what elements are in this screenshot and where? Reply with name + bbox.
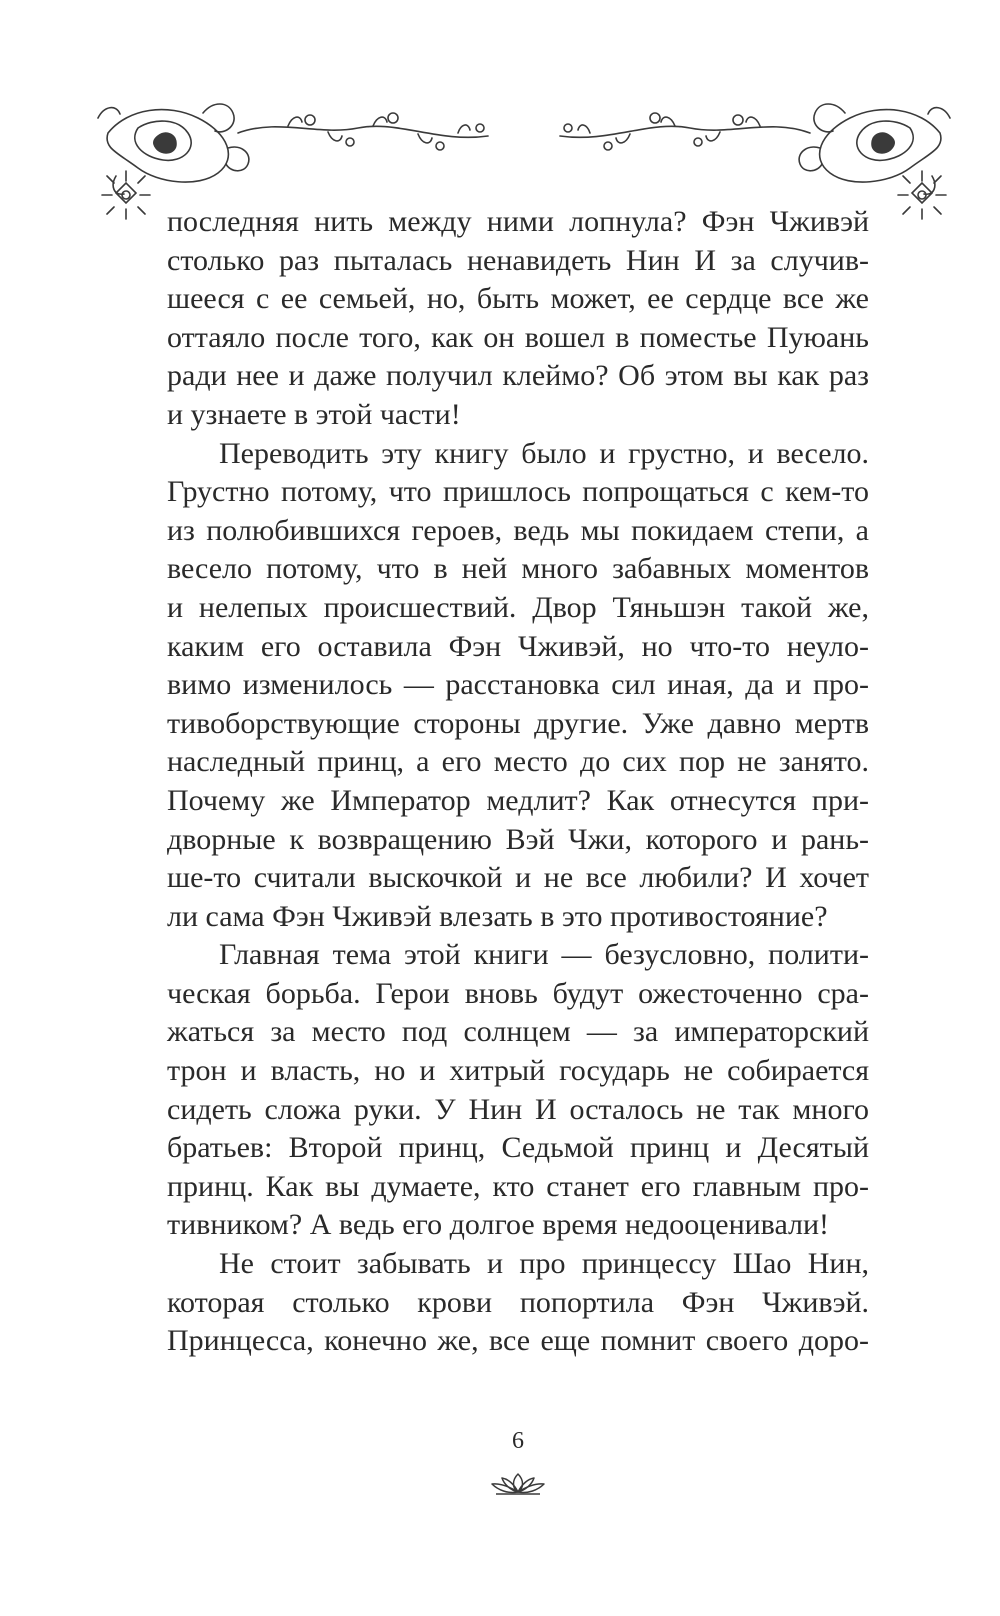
- text-line: Принцесса, конечно же, все еще помнит своего доро-: [167, 1324, 869, 1358]
- paragraph: [167, 1245, 869, 1361]
- text-line: вимо изменилось — расстановка сил иная, да и про-: [167, 668, 869, 702]
- text-line: сидеть сложа руки. У Нин И осталось не так много: [167, 1092, 869, 1126]
- text-line: дворные к возвращению Вэй Чжи, которого и рань-: [167, 822, 869, 856]
- text-line: принц. Как вы думаете, кто станет его главным про-: [167, 1169, 869, 1203]
- text-line: и узнаете в этой части!: [167, 397, 461, 431]
- text-line: ради нее и даже получил клеймо? Об этом вы как раз: [167, 359, 869, 393]
- text-line: тивником? А ведь его долгое время недооценивали!: [167, 1208, 830, 1242]
- text-line: братьев: Второй принц, Седьмой принц и Десятый: [167, 1131, 869, 1165]
- text-line: каким его оставила Фэн Чживэй, но что-то неуло-: [167, 629, 869, 663]
- text-line: оттаяло после того, как он вошел в поместье Пуюань: [167, 320, 869, 354]
- text-line: Не стоит забывать и про принцессу Шао Нин,: [219, 1247, 869, 1281]
- text-line: столько раз пыталась ненавидеть Нин И за случив-: [167, 243, 869, 277]
- lotus-icon: [488, 1470, 548, 1498]
- paragraph: [167, 936, 869, 1245]
- text-line: весело потому, что в ней много забавных моментов: [167, 552, 869, 586]
- text-line: трон и власть, но и хитрый государь не собирается: [167, 1054, 869, 1088]
- text-line: Почему же Император медлит? Как отнесутся при-: [167, 783, 869, 817]
- text-line: ческая борьба. Герои вновь будут ожесточенно сра-: [167, 976, 869, 1010]
- text-line: и нелепых происшествий. Двор Тяньшэн такой же,: [167, 590, 869, 624]
- text-line: тивоборствующие стороны другие. Уже давно мертв: [167, 706, 869, 740]
- text-line: наследный принц, а его место до сих пор не занято.: [167, 745, 869, 779]
- text-line: шееся с ее семьей, но, быть может, ее сердце все же: [167, 282, 869, 316]
- text-line: Грустно потому, что пришлось попрощаться с кем-то: [167, 475, 869, 509]
- page-number: 6: [512, 1428, 524, 1454]
- text-line: Главная тема этой книги — безусловно, полити-: [219, 938, 869, 972]
- text-line: ли сама Фэн Чживэй влезать в это противостояние?: [167, 899, 828, 933]
- text-line: последняя нить между ними лопнула? Фэн Чживэй: [167, 205, 869, 238]
- text-line: жаться за место под солнцем — за императорский: [167, 1015, 869, 1049]
- text-line: Переводить эту книгу было и грустно, и весело.: [219, 436, 869, 470]
- text-line: ше-то считали выскочкой и не все любили? И хочет: [167, 861, 869, 895]
- text-line: которая столько крови попортила Фэн Чживэй.: [167, 1285, 869, 1319]
- paragraph: [167, 203, 869, 435]
- text-line: из полюбившихся героев, ведь мы покидаем степи, а: [167, 513, 869, 547]
- body-text: [167, 203, 869, 1361]
- paragraph: [167, 435, 869, 937]
